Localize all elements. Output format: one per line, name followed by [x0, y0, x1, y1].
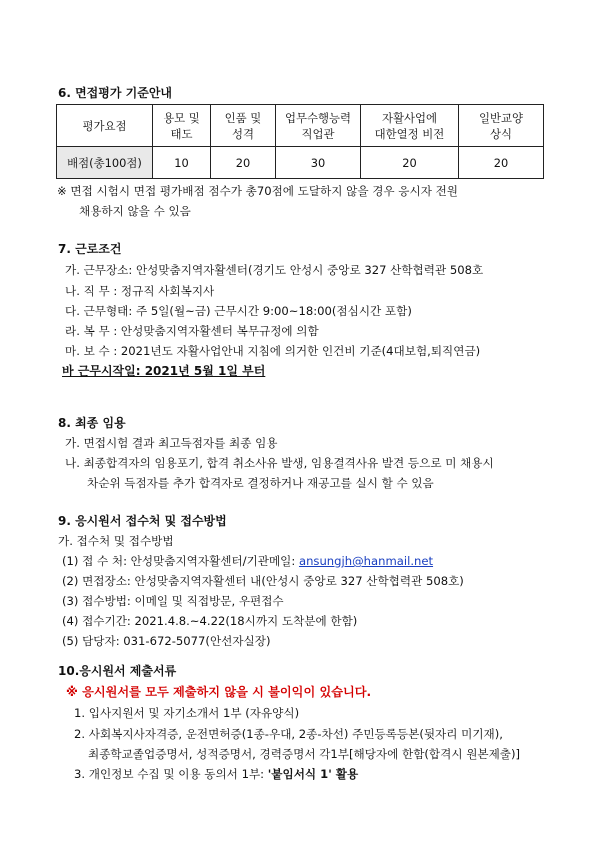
final-appointment: 가. 면접시험 결과 최고득점자를 최종 임용: [65, 436, 278, 450]
work-place: 가. 근무장소: 안성맞춤지역자활센터(경기도 안성시 중앙로 327 산학협력관 508호: [65, 263, 484, 277]
table-header-row: [57, 105, 544, 147]
section9-sub: 가. 접수처 및 접수방법: [58, 534, 174, 548]
section10-title: 10.응시원서 제출서류: [58, 664, 177, 678]
evaluation-table: [56, 104, 544, 179]
required-doc-2-cont: 최종학교졸업증명서, 성적증명서, 경력증명서 각1부[해당자에 한함(합격시 원본제출)]: [88, 747, 521, 761]
score-cell: 20: [459, 147, 544, 179]
required-doc-3-label: 3. 개인정보 수집 및 이용 동의서 1부:: [74, 767, 268, 781]
table-header-label: 평가요점: [57, 105, 153, 147]
score-label: 배점(총100점): [57, 147, 153, 179]
score-cell: 10: [153, 147, 211, 179]
score-cell: 30: [276, 147, 361, 179]
application-place-label: (1) 접 수 처: 안성맞춤지역자활센터/기관메일:: [62, 554, 299, 568]
table-header-cell: 업무수행능력 직업관: [276, 105, 361, 147]
replacement-policy-cont: 차순위 득점자를 추가 합격자로 결정하거나 재공고를 실시 할 수 있음: [87, 476, 434, 490]
work-rules: 라. 복 무 : 안성맞춤지역자활센터 복무규정에 의함: [65, 324, 319, 338]
start-date: 바 근무시작일: 2021년 5월 1일 부터: [62, 364, 266, 378]
section6-note-cont: 채용하지 않을 수 있음: [79, 204, 191, 218]
work-type: 다. 근무형태: 주 5일(월~금) 근무시간 9:00~18:00(점심시간 포함): [65, 304, 412, 318]
email-link[interactable]: ansungjh@hanmail.net: [298, 554, 434, 568]
section9-title: 9. 응시원서 접수처 및 접수방법: [58, 514, 227, 528]
interview-place: (2) 면접장소: 안성맞춤지역자활센터 내(안성시 중앙로 327 산학협력관 508호): [62, 574, 464, 588]
replacement-policy: 나. 최종합격자의 임용포기, 합격 취소사유 발생, 임용결격사유 발견 등으로 미 채용시: [65, 456, 494, 470]
section7-title: 7. 근로조건: [58, 242, 122, 256]
table-row: [57, 147, 544, 179]
table-header-cell: 용모 및 태도: [153, 105, 211, 147]
score-cell: 20: [211, 147, 276, 179]
work-pay: 마. 보 수 : 2021년도 자활사업안내 지침에 의거한 인건비 기준(4대보험,퇴직연금): [65, 344, 481, 358]
attachment-form-reference: '붙임서식 1' 활용: [267, 767, 359, 781]
table-header-cell: 일반교양 상식: [459, 105, 544, 147]
work-duty: 나. 직 무 : 정규직 사회복지사: [65, 284, 215, 298]
application-method: (3) 접수방법: 이메일 및 직접방문, 우편접수: [62, 594, 284, 608]
submission-warning: ※ 응시원서를 모두 제출하지 않을 시 불이익이 있습니다.: [66, 685, 372, 699]
required-doc-2: 2. 사회복지사자격증, 운전면허증(1종-우대, 2종-차선) 주민등록등본(뒷자리 미기재),: [74, 727, 503, 741]
contact-person: (5) 담당자: 031-672-5077(안선자실장): [62, 634, 271, 648]
required-doc-1: 1. 입사지원서 및 자기소개서 1부 (자유양식): [74, 706, 300, 720]
table-header-cell: 자활사업에 대한열정 비전: [361, 105, 459, 147]
section8-title: 8. 최종 임용: [58, 416, 126, 430]
required-doc-3: [74, 766, 358, 782]
section6-note: ※ 면접 시험시 면접 평가배점 점수가 총70점에 도달하지 않을 경우 응시자 전원: [57, 184, 458, 198]
score-cell: 20: [361, 147, 459, 179]
section6-title: 6. 면접평가 기준안내: [58, 86, 173, 100]
table-header-cell: 인품 및 성격: [211, 105, 276, 147]
application-period: (4) 접수기간: 2021.4.8.~4.22(18시까지 도착분에 한함): [62, 614, 358, 628]
application-place: [62, 553, 433, 569]
